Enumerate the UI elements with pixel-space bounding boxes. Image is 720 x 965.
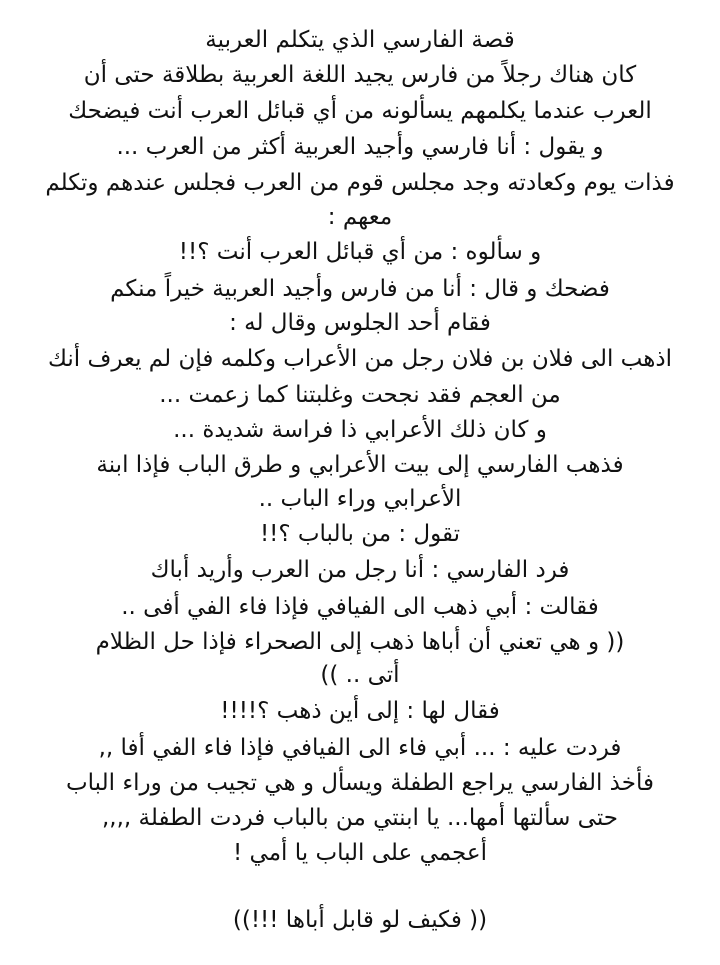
story-line: فذهب الفارسي إلى بيت الأعرابي و طرق الباب فإذا ابنة <box>96 452 624 478</box>
story-line: فقام أحد الجلوس وقال له : <box>229 310 491 336</box>
story-line: معهم : <box>327 204 393 230</box>
story-line: كان هناك رجلاً من فارس يجيد اللغة العربية بطلاقة حتى أن <box>83 62 637 88</box>
story-line: أعجمي على الباب يا أمي ! <box>233 840 487 866</box>
story-closing-line: (( فكيف لو قابل أباها !!!)) <box>232 907 488 933</box>
story-line: و سألوه : من أي قبائل العرب أنت ؟!! <box>178 239 542 265</box>
story-line: الأعرابي وراء الباب .. <box>258 486 462 512</box>
story-line: حتى سألتها أمها... يا ابنتي من بالباب فردت الطفلة ,,,, <box>102 805 618 831</box>
story-line: (( و هي تعني أن أباها ذهب إلى الصحراء فإذا حل الظلام <box>95 629 625 655</box>
story-line: فرد الفارسي : أنا رجل من العرب وأريد أباك <box>150 557 570 583</box>
story-line: فأخذ الفارسي يراجع الطفلة ويسأل و هي تجيب من وراء الباب <box>66 770 654 796</box>
story-line: فقال لها : إلى أين ذهب ؟!!!! <box>220 698 500 724</box>
story-line: و كان ذلك الأعرابي ذا فراسة شديدة ... <box>173 417 547 443</box>
story-line: اذهب الى فلان بن فلان رجل من الأعراب وكلمه فإن لم يعرف أنك <box>47 346 673 372</box>
story-line: فضحك و قال : أنا من فارس وأجيد العربية خيراً منكم <box>110 276 610 302</box>
story-line: من العجم فقد نجحت وغلبتنا كما زعمت ... <box>159 382 561 408</box>
story-line: فقالت : أبي ذهب الى الفيافي فإذا فاء الفي أفى .. <box>121 594 599 620</box>
story-line: فذات يوم وكعادته وجد مجلس قوم من العرب فجلس عندهم وتكلم <box>45 170 675 196</box>
story-line: فردت عليه : ... أبي فاء الى الفيافي فإذا فاء الفي أفا ,, <box>98 735 622 761</box>
story-title: قصة الفارسي الذي يتكلم العربية <box>205 27 515 53</box>
story-line: العرب عندما يكلمهم يسألونه من أي قبائل العرب أنت فيضحك <box>68 98 652 124</box>
story-line: أتى .. )) <box>320 662 400 688</box>
story-line: تقول : من بالباب ؟!! <box>259 521 461 547</box>
story-line: و يقول : أنا فارسي وأجيد العربية أكثر من العرب ... <box>116 134 604 160</box>
